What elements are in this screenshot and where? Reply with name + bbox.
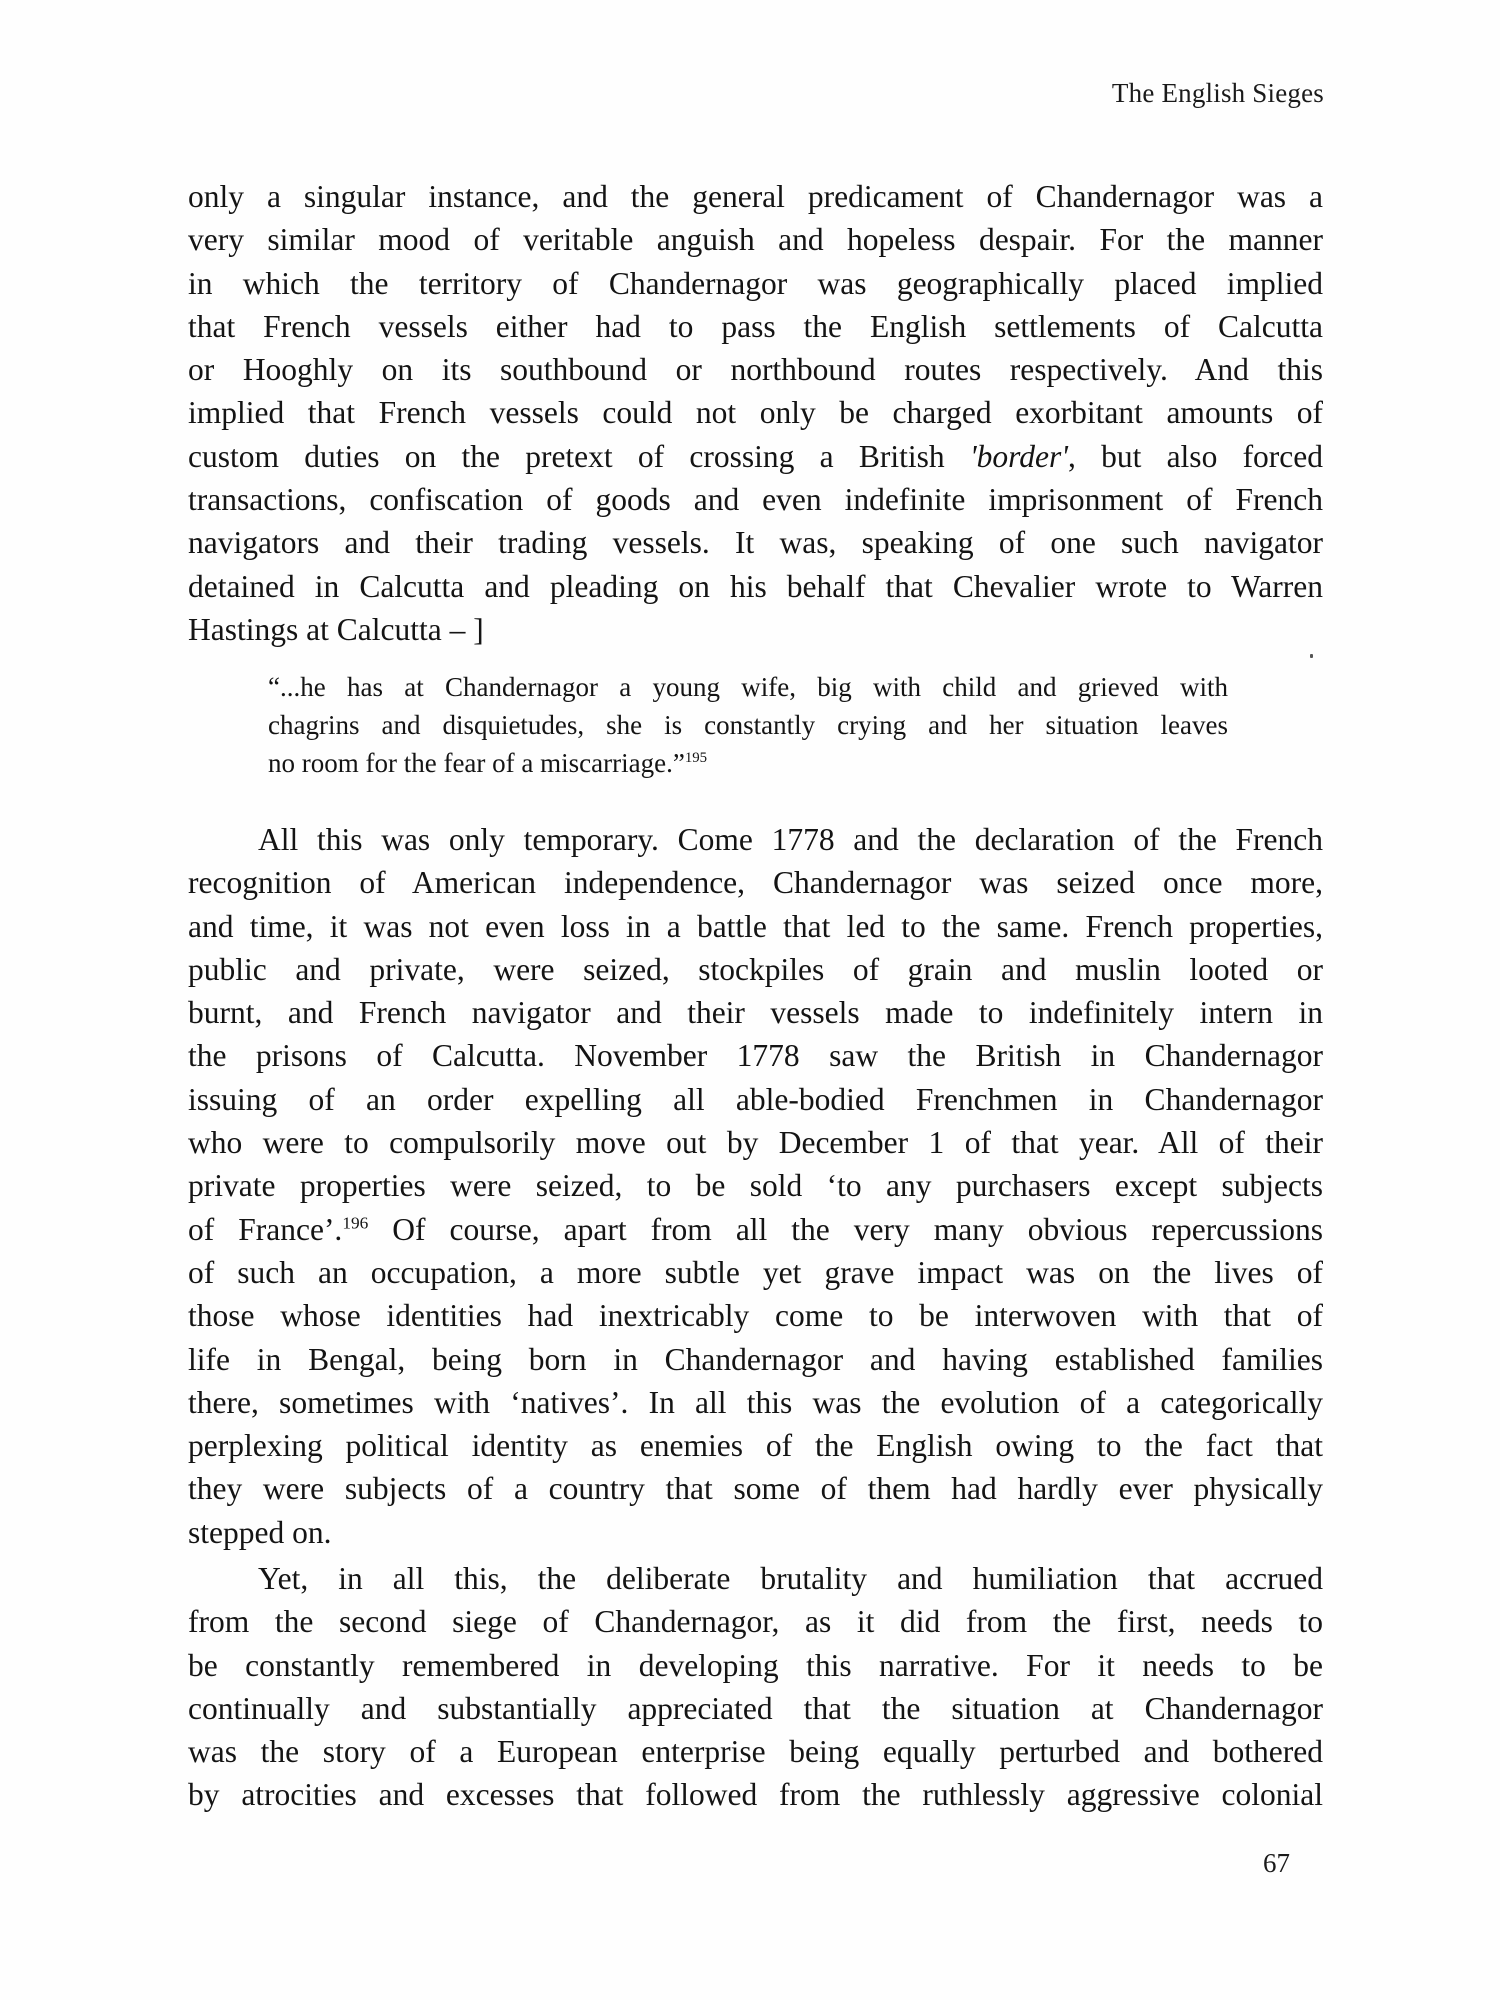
text-line: stepped on. <box>188 1514 332 1550</box>
text-line: perplexing political identity as enemies of the English owing to the fact that <box>188 1428 1323 1464</box>
text-segment: of France’. <box>188 1211 343 1247</box>
quote-line <box>268 744 1228 782</box>
text-line: those whose identities had inextricably come to be interwoven with that of <box>188 1298 1323 1334</box>
text-line: very similar mood of veritable anguish and hopeless despair. For the manner <box>188 222 1323 258</box>
text-segment: custom duties on the pretext of crossing a British <box>188 438 970 474</box>
text-line: only a singular instance, and the general predicament of Chandernagor was a <box>188 179 1323 214</box>
paragraph-2 <box>188 818 1323 1554</box>
text-line: Yet, in all this, the deliberate brutality and humiliation that accrued <box>258 1561 1323 1596</box>
text-line: from the second siege of Chandernagor, as it did from the first, needs to <box>188 1604 1323 1640</box>
text-line: or Hooghly on its southbound or northbound routes respectively. And this <box>188 352 1323 388</box>
paragraph-3 <box>188 1557 1323 1817</box>
text-segment: , but also forced <box>1067 438 1324 474</box>
paragraph-1 <box>188 175 1323 651</box>
text-line: burnt, and French navigator and their vessels made to indefinitely intern in <box>188 995 1323 1031</box>
text-line: and time, it was not even loss in a battle that led to the same. French properties, <box>188 908 1323 944</box>
text-line: navigators and their trading vessels. It was, speaking of one such navigator <box>188 525 1323 561</box>
text-line: of such an occupation, a more subtle yet grave impact was on the lives of <box>188 1254 1323 1290</box>
footnote-ref-195[interactable]: 195 <box>684 750 708 766</box>
text-line: was the story of a European enterprise being equally perturbed and bothered <box>188 1734 1323 1770</box>
text-line: transactions, confiscation of goods and even indefinite imprisonment of French <box>188 482 1323 518</box>
text-line-with-footnote <box>188 1208 1323 1251</box>
text-line: that French vessels either had to pass the English settlements of Calcutta <box>188 308 1323 344</box>
text-line: in which the territory of Chandernagor was geographically placed implied <box>188 265 1323 301</box>
quote-line: “...he has at Chandernagor a young wife, big with child and grieved with <box>268 672 1228 702</box>
text-line: public and private, were seized, stockpiles of grain and muslin looted or <box>188 951 1323 987</box>
scan-speck <box>1310 654 1313 658</box>
text-line: private properties were seized, to be sold ‘to any purchasers except subjects <box>188 1168 1323 1204</box>
page-number: 67 <box>1263 1848 1290 1878</box>
text-line: continually and substantially appreciated that the situation at Chandernagor <box>188 1690 1323 1726</box>
text-line: detained in Calcutta and pleading on his behalf that Chevalier wrote to Warren <box>188 568 1323 604</box>
text-line: issuing of an order expelling all able-bodied Frenchmen in Chandernagor <box>188 1081 1323 1117</box>
text-line: be constantly remembered in developing this narrative. For it needs to be <box>188 1647 1323 1683</box>
running-header-title: The English Sieges <box>1111 78 1324 108</box>
block-quote <box>268 668 1228 782</box>
quote-line: chagrins and disquietudes, she is constantly crying and her situation leaves <box>268 710 1228 740</box>
text-line: there, sometimes with ‘natives’. In all this was the evolution of a categorically <box>188 1384 1323 1420</box>
text-segment: no room for the fear of a miscarriage.” <box>268 748 685 778</box>
text-line: by atrocities and excesses that followed from the ruthlessly aggressive colonial <box>188 1777 1323 1813</box>
italic-term-border: 'border' <box>969 438 1068 474</box>
footnote-ref-196[interactable]: 196 <box>342 1213 369 1233</box>
text-line: the prisons of Calcutta. November 1778 saw the British in Chandernagor <box>188 1038 1323 1074</box>
text-line: Hastings at Calcutta – ] <box>188 611 484 647</box>
text-line: life in Bengal, being born in Chandernagor and having established families <box>188 1341 1323 1377</box>
text-line: All this was only temporary. Come 1778 and the declaration of the French <box>258 822 1323 857</box>
text-line: who were to compulsorily move out by December 1 of that year. All of their <box>188 1125 1323 1161</box>
text-line: recognition of American independence, Chandernagor was seized once more, <box>188 865 1323 901</box>
text-line: they were subjects of a country that some of them had hardly ever physically <box>188 1471 1323 1507</box>
text-line: implied that French vessels could not only be charged exorbitant amounts of <box>188 395 1323 431</box>
text-line-with-italic <box>188 435 1323 478</box>
text-segment: Of course, apart from all the very many obvious repercussions <box>368 1211 1323 1247</box>
